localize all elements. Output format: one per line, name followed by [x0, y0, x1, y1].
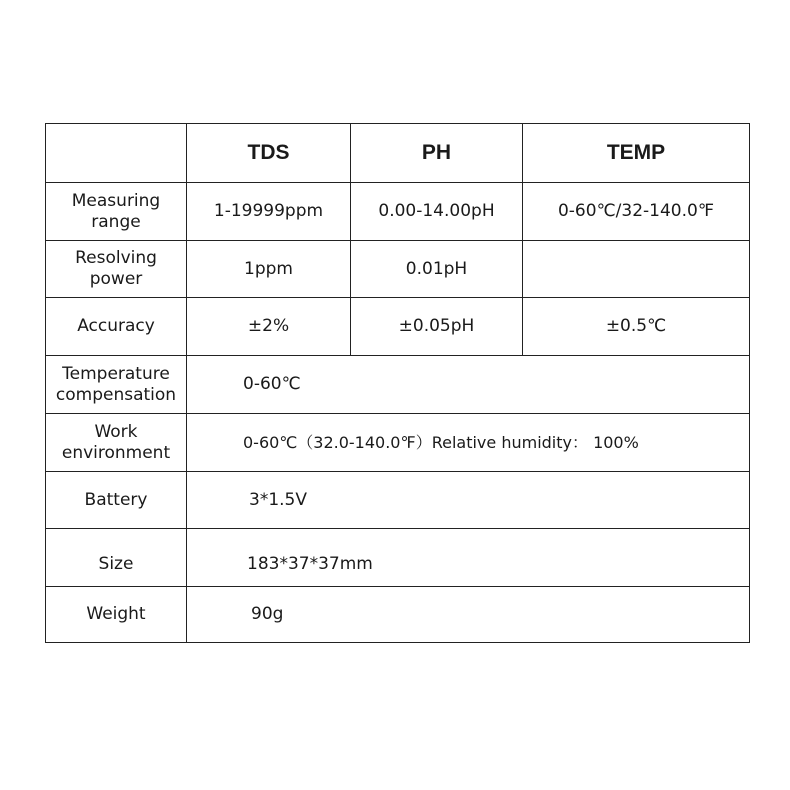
resolving-power-ph: 0.01pH: [405, 258, 468, 279]
spec-table: [45, 123, 750, 643]
weight-value: 90g: [251, 604, 284, 625]
column-header-temp: TEMP: [606, 141, 666, 165]
column-header-ph: PH: [421, 141, 452, 165]
row-label-temperature-compensation: Temperature compensation: [55, 363, 177, 405]
battery-value: 3*1.5V: [249, 489, 307, 510]
column-header-tds: TDS: [247, 141, 290, 165]
measuring-range-tds: 1-19999ppm: [213, 201, 324, 222]
accuracy-ph: ±0.05pH: [398, 316, 475, 337]
resolving-power-tds: 1ppm: [244, 258, 293, 279]
row-label-weight: Weight: [86, 604, 146, 625]
measuring-range-temp: 0-60℃/32-140.0℉: [557, 201, 714, 222]
temperature-compensation-value: 0-60℃: [243, 374, 301, 395]
size-value: 183*37*37mm: [247, 554, 373, 575]
resolving-power-temp: [523, 241, 749, 297]
row-label-work-environment: Work environment: [61, 421, 171, 463]
row-label-accuracy: Accuracy: [77, 316, 155, 337]
row-label-measuring-range: Measuring range: [71, 190, 161, 232]
row-label-size: Size: [98, 554, 134, 575]
row-label-resolving-power: Resolving power: [75, 248, 157, 289]
work-environment-value: 0-60℃（32.0-140.0℉）Relative humidity： 100%: [243, 432, 639, 452]
accuracy-tds: ±2%: [247, 316, 290, 337]
accuracy-temp: ±0.5℃: [605, 316, 667, 337]
measuring-range-ph: 0.00-14.00pH: [378, 201, 495, 222]
row-label-battery: Battery: [84, 489, 148, 510]
